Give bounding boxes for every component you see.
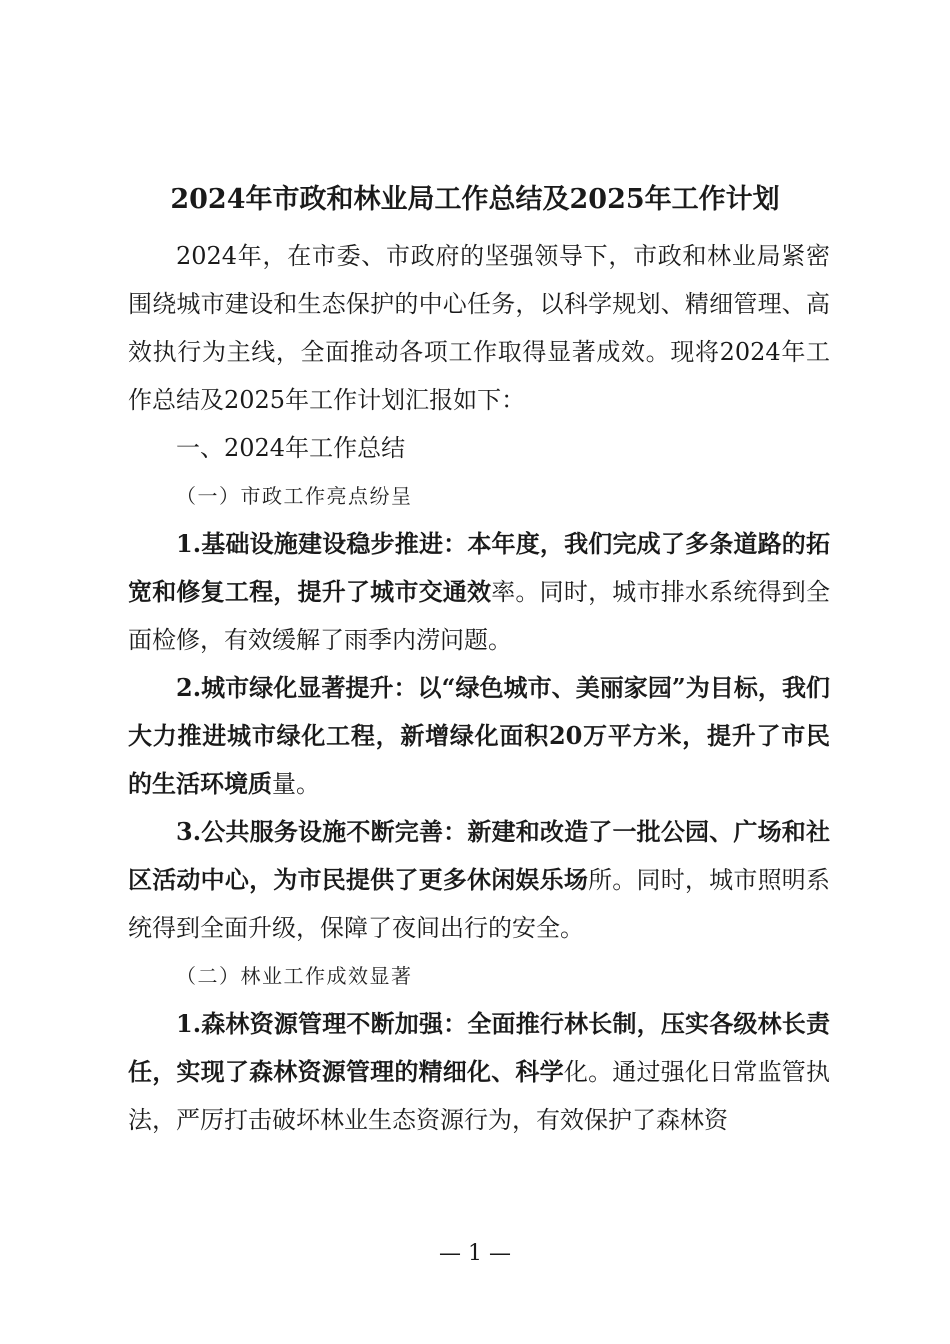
item-lead-text: 1.森林资源管理不断加强：全面推行林长制，压实各级林长责任，实现了森林资源管理的精细化、科学 — [128, 1009, 830, 1086]
page-number: — 1 — — [439, 1241, 511, 1266]
subsection-heading-forestry: （二）林业工作成效显著 — [176, 964, 413, 988]
item-lead-text: 3.公共服务设施不断完善：新建和改造了一批公园、广场和社区活动中心，为市民提供了更多休闲娱乐场 — [128, 817, 830, 894]
item-lead-text: 1.基础设施建设稳步推进：本年度，我们完成了多条道路的拓宽和修复工程，提升了城市交通效 — [128, 529, 830, 606]
item-body-text: 率。同时，城市排水系统得到全面检修，有效缓解了雨季内涝问题。 — [128, 578, 831, 654]
municipal-item-1 — [128, 520, 830, 664]
document-title: 2024年市政和林业局工作总结及2025年工作计划 — [170, 184, 780, 215]
intro-paragraph: 2024年，在市委、市政府的坚强领导下，市政和林业局紧密围绕城市建设和生态保护的中心任务，以科学规划、精细管理、高效执行为主线，全面推动各项工作取得显著成效。现将2024年工作总结及2025年工作计划汇报如下： — [128, 242, 830, 414]
item-body-text: 量。 — [272, 770, 320, 798]
municipal-item-3 — [128, 808, 830, 952]
item-body-text: 化。通过强化日常监管执法，严厉打击破坏林业生态资源行为，有效保护了森林资 — [128, 1058, 831, 1134]
subsection-heading-municipal: （一）市政工作亮点纷呈 — [176, 484, 413, 508]
section-heading-summary: 一、2024年工作总结 — [176, 434, 406, 462]
forestry-item-1 — [128, 1000, 830, 1144]
document-body — [128, 232, 830, 1144]
municipal-item-2 — [128, 664, 830, 808]
item-lead-text: 2.城市绿化显著提升：以“绿色城市、美丽家园”为目标，我们大力推进城市绿化工程，新增绿化面积20万平方米，提升了市民的生活环境质 — [128, 673, 830, 798]
item-body-text: 所。同时，城市照明系统得到全面升级，保障了夜间出行的安全。 — [128, 866, 831, 942]
